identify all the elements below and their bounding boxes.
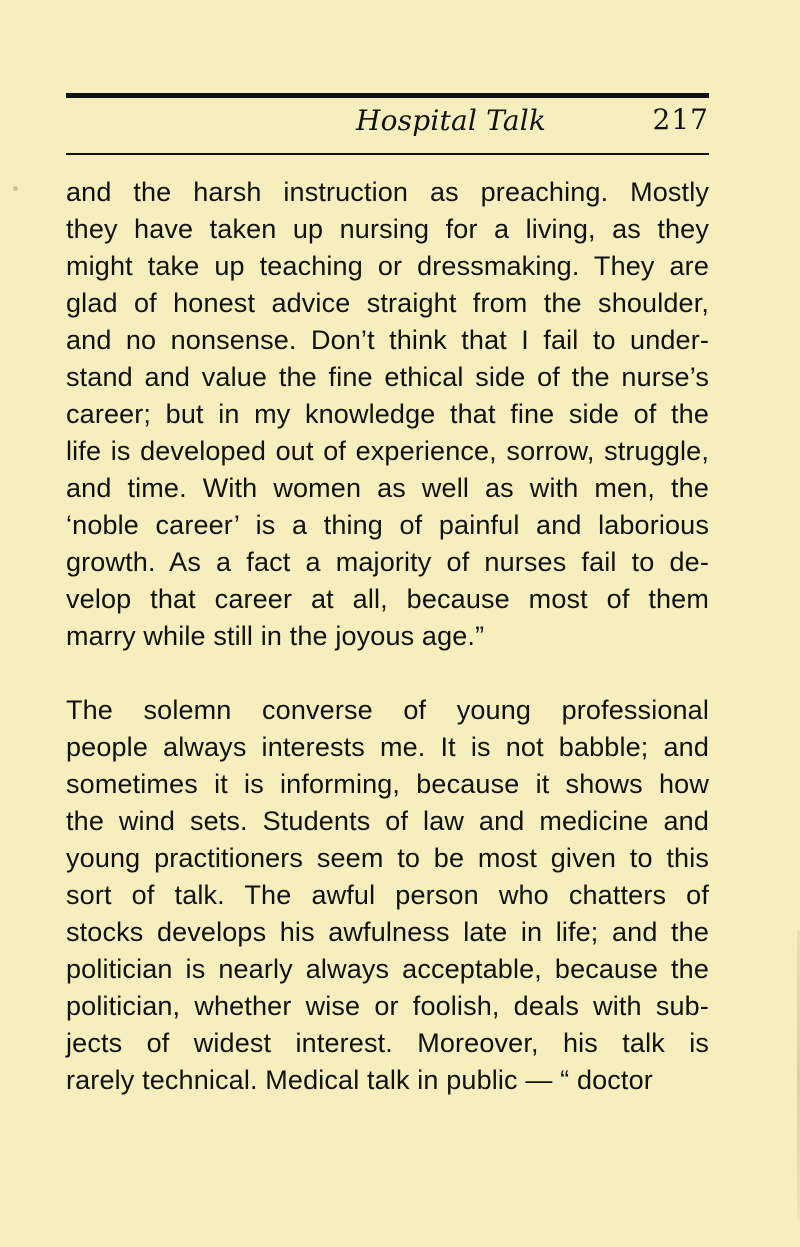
- text-line: young practitioners seem to be most given to this: [66, 843, 709, 873]
- text-line: stocks develops his awfulness late in life; and the: [66, 917, 709, 947]
- paragraph: [66, 692, 709, 1099]
- text-line: jects of widest interest. Moreover, his talk is: [66, 1028, 709, 1058]
- text-line: career; but in my knowledge that fine side of the: [66, 399, 709, 429]
- top-header-rule: [66, 93, 709, 98]
- paragraph-gap: [66, 655, 709, 692]
- text-line: velop that career at all, because most of them: [66, 584, 709, 614]
- page-number: 217: [652, 103, 709, 136]
- text-line: stand and value the fine ethical side of the nurse’s: [66, 362, 709, 392]
- bottom-header-rule: [66, 153, 709, 155]
- scan-mark: [13, 186, 18, 191]
- text-line: The solemn converse of young professional: [66, 695, 709, 725]
- text-line: sometimes it is informing, because it shows how: [66, 769, 709, 799]
- text-line: and time. With women as well as with men, the: [66, 473, 709, 503]
- text-line: might take up teaching or dressmaking. They are: [66, 251, 709, 281]
- text-line: life is developed out of experience, sorrow, struggle,: [66, 436, 709, 466]
- text-line: ‘noble career’ is a thing of painful and laborious: [66, 510, 709, 540]
- text-line: rarely technical. Medical talk in public — “ doctor: [66, 1065, 653, 1095]
- text-line: the wind sets. Students of law and medicine and: [66, 806, 709, 836]
- text-line: glad of honest advice straight from the shoulder,: [66, 288, 709, 318]
- paragraph: [66, 174, 709, 655]
- running-title: Hospital Talk: [356, 104, 547, 137]
- text-line: politician, whether wise or foolish, deals with sub-: [66, 991, 709, 1021]
- text-line: and no nonsense. Don’t think that I fail to under-: [66, 325, 709, 355]
- text-line: growth. As a fact a majority of nurses fail to de-: [66, 547, 709, 577]
- text-line: and the harsh instruction as preaching. Mostly: [66, 177, 709, 207]
- text-line: they have taken up nursing for a living, as they: [66, 214, 709, 244]
- text-line: people always interests me. It is not babble; and: [66, 732, 709, 762]
- running-head: [66, 104, 709, 146]
- text-line: sort of talk. The awful person who chatters of: [66, 880, 709, 910]
- text-line: marry while still in the joyous age.”: [66, 621, 485, 651]
- body-text: [66, 174, 709, 1099]
- text-line: politician is nearly always acceptable, because the: [66, 954, 709, 984]
